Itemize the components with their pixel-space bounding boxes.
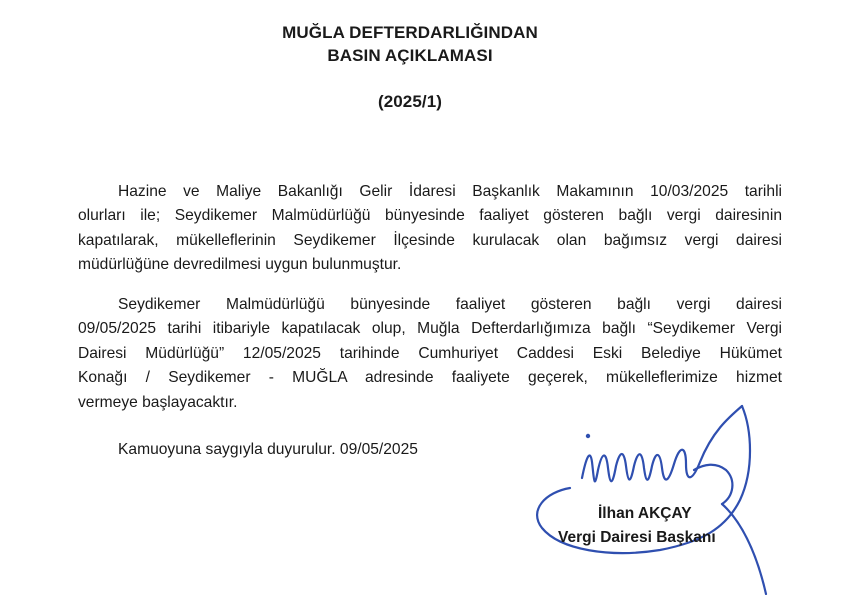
paragraph-2-line: Seydikemer Malmüdürlüğü bünyesinde faaliyet gösteren bağlı vergi dairesi — [118, 296, 782, 313]
closing-text: Kamuoyuna saygıyla duyurulur. 09/05/2025 — [118, 441, 418, 458]
paragraph-2-line: Konağı / Seydikemer - MUĞLA adresinde faaliyete geçerek, mükelleflerimize hizmet — [78, 369, 782, 387]
paragraph-2 — [78, 293, 782, 415]
paragraph-1-line: müdürlüğüne devredilmesi uygun bulunmuştur. — [78, 256, 402, 274]
closing-line — [118, 438, 782, 462]
issuer-heading: MUĞLA DEFTERDARLIĞINDAN — [282, 23, 538, 42]
paragraph-1-line: olurları ile; Seydikemer Malmüdürlüğü bünyesinde faaliyet gösteren bağlı vergi dairesinin — [78, 207, 782, 225]
document-type-heading: BASIN AÇIKLAMASI — [327, 46, 493, 65]
signatory-title: Vergi Dairesi Başkanı — [558, 529, 716, 546]
handwritten-signature — [490, 400, 810, 595]
paragraph-1 — [78, 180, 782, 278]
paragraph-2-line: Dairesi Müdürlüğü” 12/05/2025 tarihinde Cumhuriyet Caddesi Eski Belediye Hükümet — [78, 344, 782, 362]
paragraph-1-line: Hazine ve Maliye Bakanlığı Gelir İdaresi Başkanlık Makamının 10/03/2025 tarihli — [118, 183, 782, 200]
paragraph-2-line: 09/05/2025 tarihi itibariyle kapatılacak olup, Muğla Defterdarlığımıza bağlı “Seydikemer Vergi — [78, 320, 782, 338]
paragraph-2-line: vermeye başlayacaktır. — [78, 393, 238, 411]
paragraph-1-line: kapatılarak, mükelleflerinin Seydikemer İlçesinde kurulacak olan bağımsız vergi dairesi — [78, 231, 782, 249]
release-number: (2025/1) — [377, 92, 443, 111]
signatory-name: İlhan AKÇAY — [598, 505, 692, 522]
